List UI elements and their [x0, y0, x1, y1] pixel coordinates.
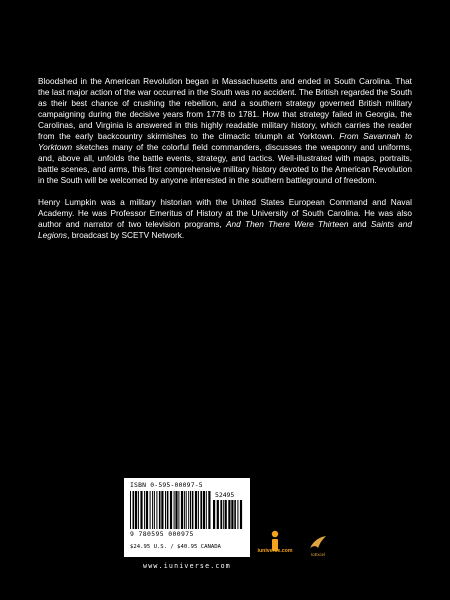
barcode-bar	[170, 491, 172, 529]
isbn-label: ISBN 0-595-00097-5	[130, 481, 203, 489]
author-bio-conj: and	[348, 219, 371, 229]
barcode-bar	[161, 491, 163, 529]
barcode-bar	[140, 491, 142, 529]
barcode-panel	[124, 478, 250, 557]
ean-digits: 9 780595 000975	[130, 530, 194, 538]
barcode-addon-number: 52495	[215, 491, 235, 499]
barcode-bar	[208, 491, 210, 529]
barcode-bar	[178, 491, 179, 529]
author-bio-text-end: , broadcast by SCETV Network.	[67, 230, 185, 240]
author-bio-text: Henry Lumpkin was a military historian with the United States European Command and Naval Academy. He was Professor Emeritus of History at the University of South Carolina. He was also author and narrator of two television programs,	[38, 197, 412, 229]
bird-logo-icon	[308, 534, 328, 552]
barcode-bar	[130, 491, 131, 529]
barcode-bar	[175, 491, 177, 529]
back-cover-blurb	[38, 76, 412, 252]
barcode-bar	[234, 500, 236, 529]
barcode-bar	[184, 491, 185, 529]
publisher-url: www.iuniverse.com	[143, 562, 231, 570]
barcode-bar	[198, 491, 199, 529]
barcode-bar	[220, 500, 222, 529]
barcode-bar	[174, 491, 175, 529]
barcode-bar	[152, 491, 153, 529]
barcode-bar	[240, 500, 242, 529]
barcode-bar	[181, 491, 183, 529]
barcode-bar	[138, 491, 139, 529]
description-text: Bloodshed in the American Revolution began in Massachusetts and ended in South Carolina. That the last major action of the war occurred in the South was no accident. The British regarded the South as their best chance of crushing the rebellion, and a southern strategy governed British military campaigning during the decisive years from 1778 to 1781. How that strategy failed in Georgia, the Carolinas, and Virginia is answered in this highly readable military history, which carries the reader from the early backcountry skirmishes to the climactic triumph at Yorktown.	[38, 76, 412, 141]
description-text-cont: sketches many of the colorful field commanders, discusses the weaponry and uniforms, and, above all, unfolds the battle events, strategy, and tactics. Well-illustrated with maps, portraits, battle scenes, and arms, this first comprehensive military history devoted to the American Revolution in the South will be welcomed by anyone interested in the southern battleground of freedom.	[38, 142, 412, 185]
barcode-bar	[225, 500, 227, 529]
barcode-bar	[144, 491, 145, 529]
publisher-logo-text: toExcel	[311, 552, 325, 557]
iuniverse-logo-text: iuniverse.com	[257, 548, 293, 554]
ean-barcode-bars	[130, 491, 212, 529]
barcode-bar	[135, 491, 137, 529]
barcode-bar	[213, 500, 215, 529]
description-paragraph	[38, 76, 412, 186]
barcode-bar	[237, 500, 238, 529]
addon-barcode-bars	[213, 500, 243, 529]
barcode-bar	[231, 500, 233, 529]
barcode-bar	[200, 491, 202, 529]
barcode-bar	[159, 491, 161, 529]
book-title-ref: From Savannah to Yorktown	[38, 131, 412, 152]
barcode-bar	[146, 491, 148, 529]
barcode-bar	[228, 500, 230, 529]
barcode-bar	[206, 491, 207, 529]
barcode-bar	[192, 491, 194, 529]
barcode-bar	[133, 491, 135, 529]
barcode-bar	[203, 491, 205, 529]
author-bio-paragraph	[38, 197, 412, 241]
barcode-bar	[165, 491, 166, 529]
barcode-bar	[186, 491, 187, 529]
barcode-bar	[154, 491, 155, 529]
tv-program-title-2: Saints and Legions	[38, 219, 412, 240]
barcode-bar	[195, 491, 197, 529]
barcode-bar	[223, 500, 224, 529]
price-label: $24.95 U.S. / $40.95 CANADA	[130, 544, 221, 550]
barcode-bar	[217, 500, 219, 529]
barcode-bar	[150, 491, 151, 529]
tv-program-title-1: And Then There Were Thirteen	[225, 219, 349, 229]
barcode-bar	[188, 491, 189, 529]
barcode-bar	[190, 491, 191, 529]
barcode-bar	[167, 491, 169, 529]
barcode-bar	[156, 491, 157, 529]
